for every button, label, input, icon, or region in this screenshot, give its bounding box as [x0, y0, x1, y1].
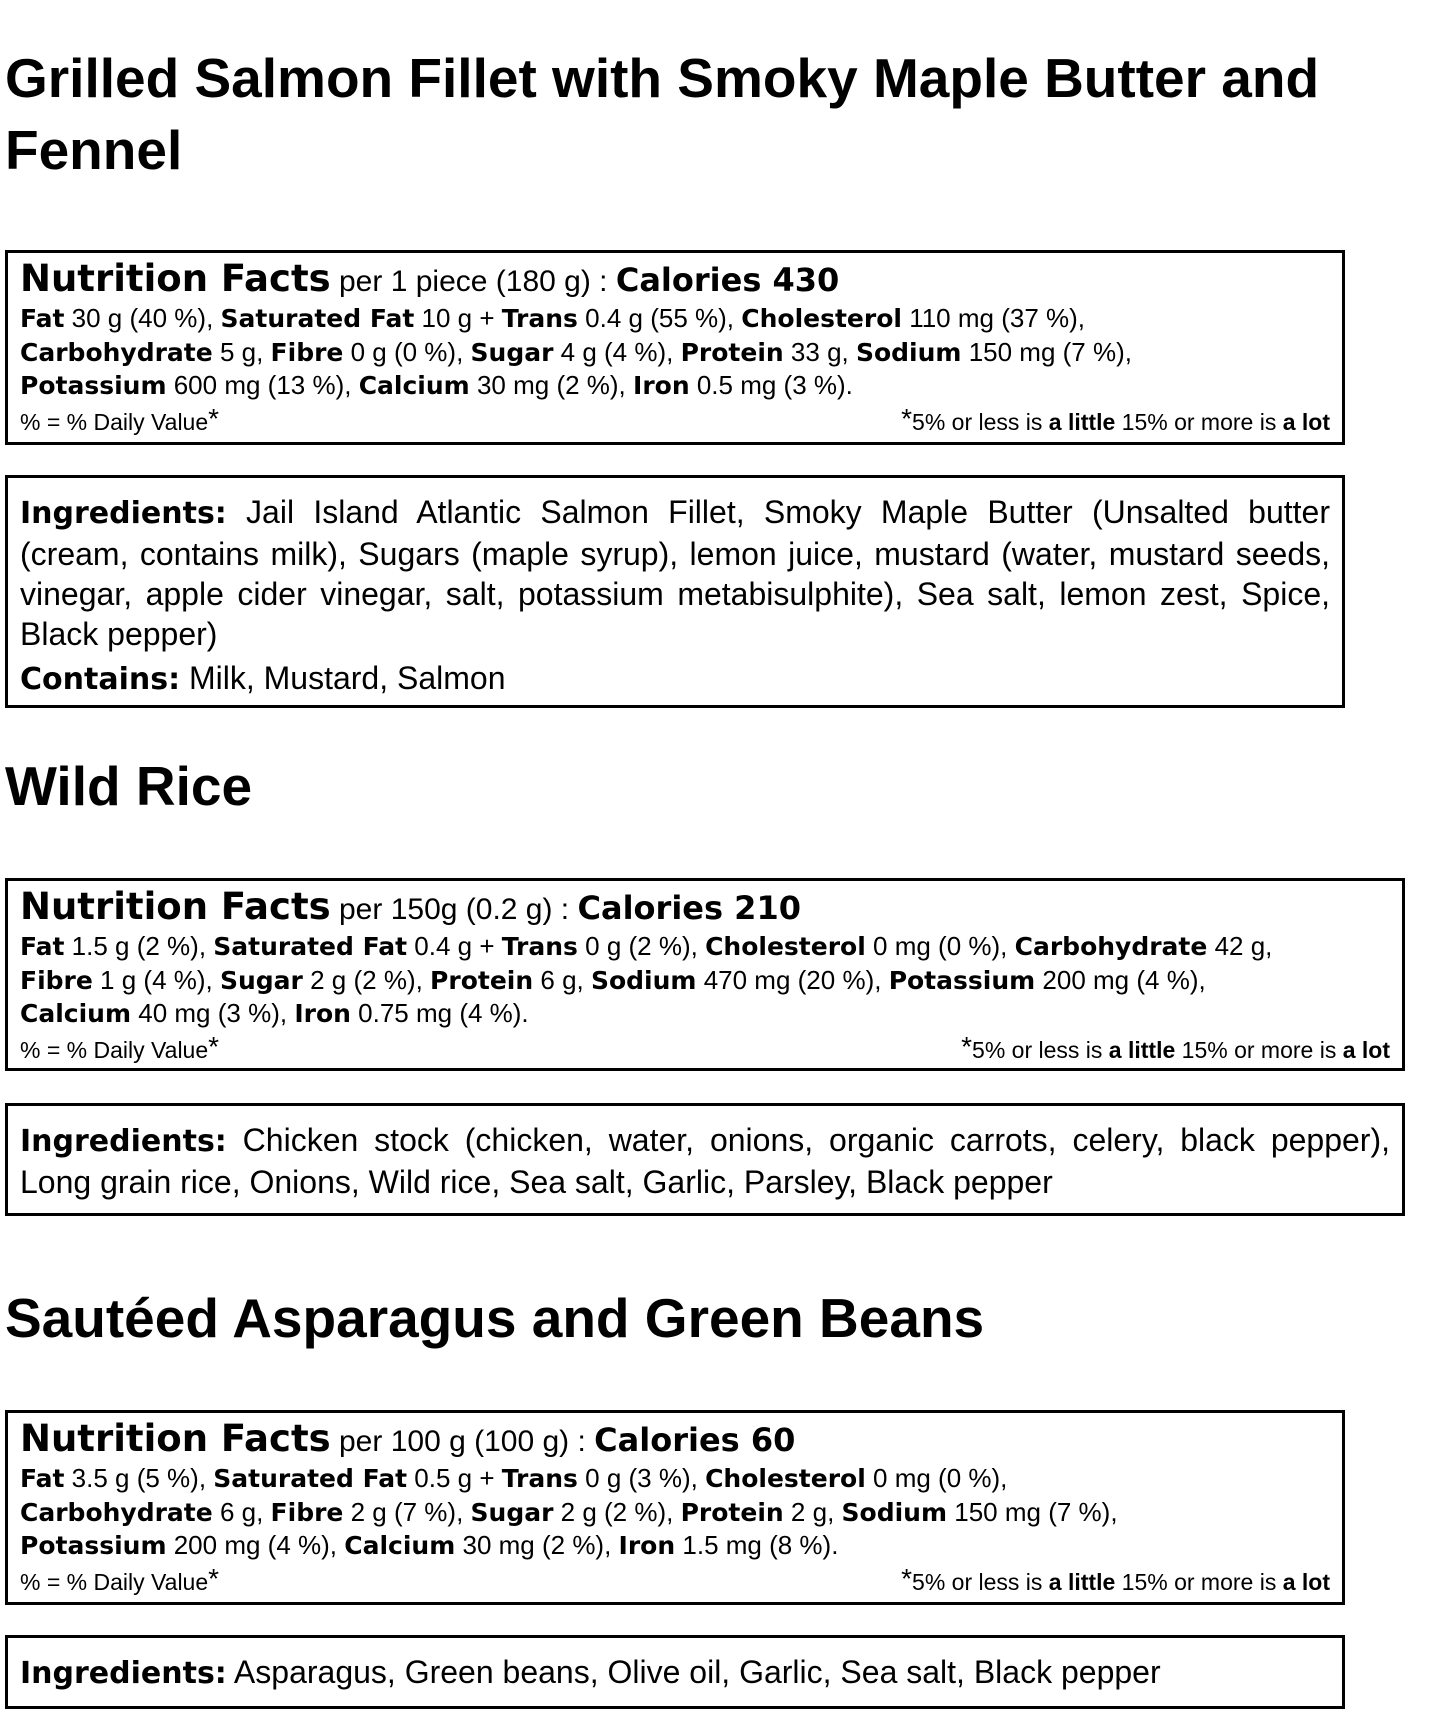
nutrient-label: Sugar: [219, 965, 303, 995]
nutrient-label: Cholesterol: [741, 304, 902, 333]
nutrient-label: Potassium: [20, 371, 167, 400]
nutrient-value: 6 g,: [533, 964, 591, 995]
nutrient-label: Iron: [618, 1531, 676, 1560]
nutrient-list: [20, 302, 1330, 403]
nutrient-label: Fat: [20, 1464, 65, 1493]
nutrient-label: Iron: [294, 999, 351, 1028]
nutrient-value: 0.4 g (55 %),: [577, 303, 742, 333]
ingredients-box: [5, 475, 1345, 708]
nutrient-line: [20, 997, 1390, 1031]
daily-value-footnote: [20, 1031, 1390, 1063]
nutrient-value: 33 g,: [783, 336, 856, 367]
dish-title: Grilled Salmon Fillet with Smoky Maple Butter and Fennel: [5, 47, 1320, 181]
ingredients-text: Ingredients: Chicken stock (chicken, water, onions, organic carrots, celery, black pepper), Long grain rice, Onions, Wild rice, Sea salt, Garlic, Parsley, Black pepper: [20, 1122, 1390, 1200]
nutrition-header: [20, 1419, 1330, 1462]
nutrient-label: Potassium: [888, 965, 1036, 995]
nutrient-line: [20, 1529, 1330, 1563]
nutrient-label: Protein: [430, 965, 534, 995]
nutrient-value: 0 g (3 %),: [577, 1463, 706, 1493]
nutrient-label: Sodium: [855, 337, 962, 367]
nutrient-value: 4 g (4 %),: [553, 336, 681, 367]
nutrient-value: 0.5 g +: [407, 1463, 502, 1493]
nutrient-line: [20, 964, 1390, 998]
nutrient-label: Trans: [501, 304, 578, 333]
nutrient-label: Fat: [20, 304, 65, 333]
nutrient-label: Sugar: [470, 1497, 554, 1527]
nutrient-label: Fibre: [270, 1497, 344, 1527]
daily-value-guide: *5% or less is a little 15% or more is a lot: [901, 402, 1330, 435]
daily-value-guide: *5% or less is a little 15% or more is a lot: [961, 1030, 1390, 1063]
nutrient-value: 30 g (40 %),: [64, 303, 221, 333]
dish-title: Sautéed Asparagus and Green Beans: [5, 1287, 985, 1349]
daily-value-guide: *5% or less is a little 15% or more is a lot: [901, 1562, 1330, 1595]
nutrient-value: 30 mg (2 %),: [455, 1530, 619, 1560]
nutrient-line: [20, 336, 1330, 370]
nutrient-value: 0.75 mg (4 %).: [350, 998, 529, 1028]
calories: Calories 60: [594, 1421, 796, 1459]
nutrient-value: 1.5 g (2 %),: [64, 931, 214, 961]
serving-size: per 100 g (100 g) :: [339, 1425, 586, 1458]
nutrient-label: Sodium: [590, 965, 697, 995]
nutrient-value: 0 g (0 %),: [343, 336, 471, 367]
nutrition-header: [20, 259, 1330, 302]
nutrient-label: Calcium: [344, 1531, 456, 1560]
nutrient-line: [20, 930, 1390, 964]
nutrient-value: 0.4 g +: [407, 931, 502, 961]
nutrient-value: 2 g (7 %),: [343, 1496, 471, 1527]
nutrient-label: Fat: [20, 932, 65, 961]
nutrition-facts-box: [5, 1410, 1345, 1605]
nutrition-facts-box: [5, 878, 1405, 1071]
nutrient-value: 600 mg (13 %),: [166, 370, 359, 400]
nutrient-line: [20, 302, 1330, 336]
nutrient-label: Saturated Fat: [213, 1464, 408, 1493]
nutrient-value: 0 mg (0 %),: [865, 931, 1015, 961]
nutrient-label: Calcium: [358, 371, 470, 400]
nutrient-label: Sugar: [470, 337, 554, 367]
allergens-text: Contains: Milk, Mustard, Salmon: [20, 660, 506, 697]
nutrient-value: 200 mg (4 %),: [166, 1530, 345, 1560]
nutrient-label: Carbohydrate: [20, 337, 213, 367]
nutrient-value: 6 g,: [212, 1496, 271, 1527]
nutrient-value: 30 mg (2 %),: [469, 370, 634, 400]
daily-value-footnote: [20, 403, 1330, 435]
ingredients-box: [5, 1635, 1345, 1709]
nutrition-header: [20, 887, 1390, 930]
nutrient-label: Cholesterol: [705, 932, 866, 961]
nutrient-value: 2 g,: [783, 1496, 842, 1527]
nutrient-line: [20, 1496, 1330, 1530]
nutrient-value: 1.5 mg (8 %).: [675, 1530, 839, 1560]
ingredients-label: Ingredients:: [20, 1124, 227, 1159]
nutrient-value: 150 mg (7 %),: [947, 1496, 1118, 1527]
nutrient-label: Carbohydrate: [1014, 932, 1208, 961]
nutrient-value: 110 mg (37 %),: [901, 303, 1086, 333]
serving-size: per 150g (0.2 g) :: [339, 893, 570, 926]
nutrient-value: 150 mg (7 %),: [961, 336, 1132, 367]
nutrient-value: 42 g,: [1207, 931, 1273, 961]
nutrient-value: 10 g +: [414, 303, 502, 333]
ingredients-label: Ingredients:: [20, 1656, 227, 1691]
nutrition-facts-heading: Nutrition Facts: [20, 1417, 331, 1460]
nutrient-line: [20, 1462, 1330, 1496]
nutrient-label: Protein: [680, 337, 784, 367]
nutrient-line: [20, 369, 1330, 403]
nutrient-value: 0 mg (0 %),: [865, 1463, 1008, 1493]
nutrient-value: 1 g (4 %),: [92, 964, 220, 995]
dish-title: Wild Rice: [5, 755, 253, 817]
nutrient-value: 3.5 g (5 %),: [64, 1463, 214, 1493]
calories: Calories 430: [615, 261, 840, 299]
daily-value-legend: % = % Daily Value*: [20, 1562, 220, 1595]
nutrient-label: Fibre: [270, 337, 344, 367]
nutrient-value: 40 mg (3 %),: [131, 998, 295, 1028]
nutrient-label: Calcium: [20, 999, 132, 1028]
nutrient-label: Sodium: [841, 1497, 948, 1527]
nutrient-list: [20, 930, 1390, 1031]
nutrient-list: [20, 1462, 1330, 1563]
nutrition-facts-heading: Nutrition Facts: [20, 885, 331, 928]
nutrient-label: Fibre: [20, 965, 93, 995]
ingredients-box: [5, 1103, 1405, 1216]
nutrient-label: Iron: [633, 371, 690, 400]
contains-label: Contains:: [20, 662, 181, 697]
nutrition-facts-heading: Nutrition Facts: [20, 257, 331, 300]
ingredients-text: Ingredients: Jail Island Atlantic Salmon Fillet, Smoky Maple Butter (Unsalted butter (cream, contains milk), Sugars (maple syrup), lemon juice, mustard (water, mustard seeds, vinegar, apple cider vinegar, salt, potassium metabisulphite), Sea salt, lemon zest, Spice, Black pepper): [20, 494, 1330, 652]
nutrient-label: Trans: [501, 932, 578, 961]
nutrient-value: 470 mg (20 %),: [696, 964, 889, 995]
nutrient-label: Carbohydrate: [20, 1497, 213, 1527]
nutrient-value: 0.5 mg (3 %).: [689, 370, 853, 400]
nutrient-label: Trans: [501, 1464, 578, 1493]
nutrition-facts-box: [5, 250, 1345, 445]
ingredients-label: Ingredients:: [20, 496, 227, 531]
nutrient-label: Cholesterol: [705, 1464, 866, 1493]
daily-value-footnote: [20, 1563, 1330, 1595]
nutrient-value: 2 g (2 %),: [302, 964, 431, 995]
nutrient-label: Saturated Fat: [220, 304, 415, 333]
calories: Calories 210: [577, 889, 801, 927]
nutrient-value: 2 g (2 %),: [553, 1496, 681, 1527]
daily-value-legend: % = % Daily Value*: [20, 402, 220, 435]
nutrient-label: Potassium: [20, 1531, 167, 1560]
nutrient-value: 0 g (2 %),: [577, 931, 706, 961]
nutrient-label: Saturated Fat: [213, 932, 408, 961]
daily-value-legend: % = % Daily Value*: [20, 1030, 220, 1063]
nutrient-value: 200 mg (4 %),: [1035, 964, 1206, 995]
nutrient-value: 5 g,: [212, 336, 271, 367]
nutrient-label: Protein: [680, 1497, 784, 1527]
ingredients-text: Ingredients: Asparagus, Green beans, Olive oil, Garlic, Sea salt, Black pepper: [20, 1654, 1161, 1691]
serving-size: per 1 piece (180 g) :: [339, 265, 608, 298]
